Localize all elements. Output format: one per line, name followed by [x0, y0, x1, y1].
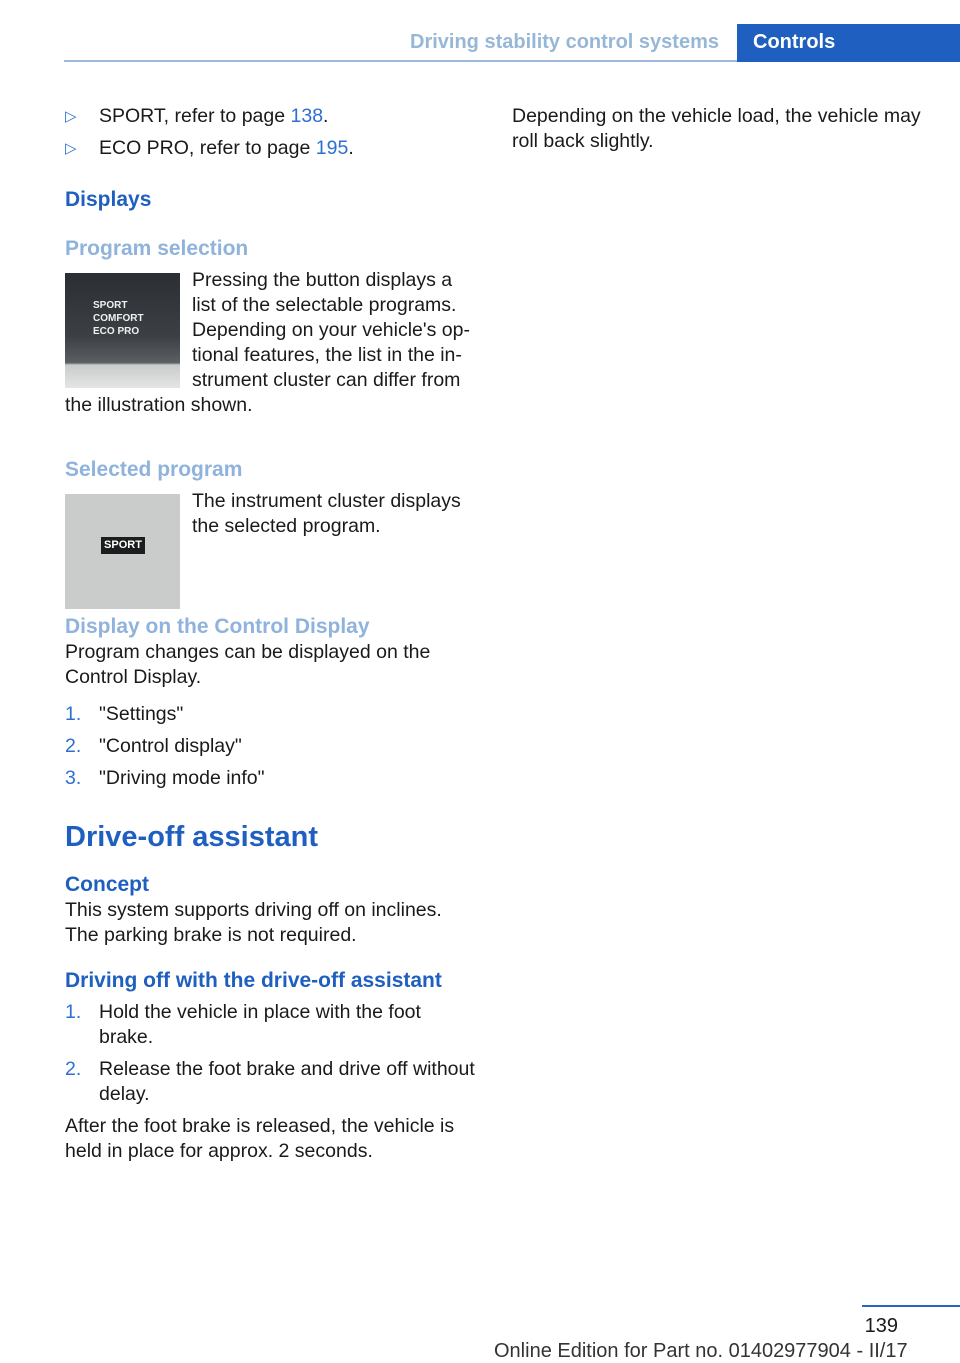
heading-concept: Concept: [65, 873, 149, 896]
step-number: 1.: [65, 1001, 82, 1023]
bullet-item-eco-pro: [65, 136, 475, 161]
bullet-end: .: [323, 105, 329, 127]
footer-divider: [862, 1305, 960, 1307]
page-link-195[interactable]: 195: [315, 137, 349, 159]
sport-indicator: SPORT: [101, 537, 145, 554]
triangle-bullet-icon: ▷: [65, 140, 77, 157]
header-chapter-label: Controls: [753, 31, 836, 53]
right-column: [512, 104, 932, 154]
page-link-138[interactable]: 138: [290, 105, 324, 127]
after-release-text: After the foot brake is released, the vehicle is held in place for approx. 2 seconds.: [65, 1115, 455, 1162]
selected-program-image: [65, 494, 180, 609]
selected-program-text: The instrument cluster displays the selected program.: [192, 490, 461, 537]
heading-displays: Displays: [65, 188, 152, 211]
heading-control-display: Display on the Control Display: [65, 615, 370, 638]
heading-selected-program: Selected program: [65, 458, 243, 481]
list-item: [65, 766, 475, 791]
step-text: "Control display": [99, 735, 242, 757]
drive-off-steps: [65, 1000, 475, 1107]
step-number: 1.: [65, 703, 82, 725]
edition-footer: Online Edition for Part no. 01402977904 - II/17: [494, 1340, 908, 1362]
heading-program-selection: Program selection: [65, 237, 249, 260]
roll-back-text: Depending on the vehicle load, the vehicle may roll back slightly.: [512, 105, 921, 152]
control-display-steps: [65, 702, 475, 791]
bullet-item-sport: [65, 104, 475, 129]
header-section-title: Driving stability control systems: [410, 31, 719, 53]
list-item: [65, 1057, 475, 1107]
program-selection-text: Pressing the button displays a list of the selectable programs. Depending on your vehicle's optional features, the list in the instrument cluster can differ from the illustration shown.: [65, 269, 470, 416]
header-divider: [64, 60, 737, 62]
concept-text: This system supports driving off on inclines. The parking brake is not required.: [65, 899, 442, 946]
list-item: [65, 734, 475, 759]
control-display-text: Program changes can be displayed on the Control Display.: [65, 641, 431, 688]
step-text: "Settings": [99, 703, 184, 725]
left-column: [65, 104, 475, 1164]
step-text: "Driving mode info": [99, 767, 265, 789]
program-list-image: [65, 273, 180, 388]
bullet-text: ECO PRO, refer to page: [99, 137, 316, 159]
header-chapter-tab: [737, 24, 960, 62]
triangle-bullet-icon: ▷: [65, 108, 77, 125]
step-text: Hold the vehicle in place with the foot brake.: [99, 1001, 421, 1048]
step-number: 2.: [65, 735, 82, 757]
step-text: Release the foot brake and drive off without delay.: [99, 1058, 475, 1105]
heading-driving-off: Driving off with the drive-off assistant: [65, 969, 442, 992]
step-number: 3.: [65, 767, 82, 789]
program-selection-block: [65, 268, 475, 418]
image-label-eco-pro: ECO PRO: [93, 326, 140, 337]
bullet-text: SPORT, refer to page: [99, 105, 291, 127]
image-label-sport: SPORT: [93, 300, 128, 311]
heading-drive-off-assistant: Drive-off assistant: [65, 821, 319, 853]
image-label-comfort: COMFORT: [93, 313, 144, 324]
list-item: [65, 702, 475, 727]
bullet-end: .: [348, 137, 354, 159]
selected-program-block: [65, 489, 475, 551]
step-number: 2.: [65, 1058, 82, 1080]
list-item: [65, 1000, 475, 1050]
page-number: 139: [864, 1315, 898, 1337]
